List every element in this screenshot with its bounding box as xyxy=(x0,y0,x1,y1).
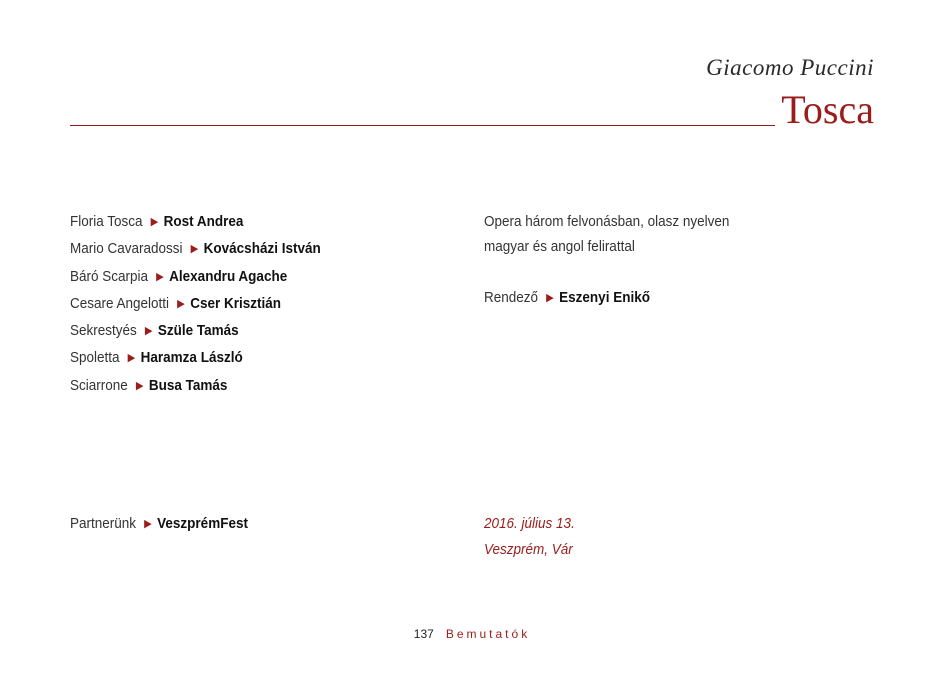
cast-item xyxy=(70,236,321,263)
actor-name: Kovácsházi István xyxy=(203,240,321,258)
info-line: magyar és angol felirattal xyxy=(484,238,635,256)
triangle-right-icon: ▶ xyxy=(144,325,153,338)
event-details xyxy=(484,511,575,563)
role-name: Báró Scarpia xyxy=(70,267,149,285)
actor-name: Cser Krisztián xyxy=(190,294,281,312)
director-name: Eszenyi Enikő xyxy=(559,289,650,306)
section-name: Bemutatók xyxy=(445,627,531,641)
role-name: Floria Tosca xyxy=(70,213,143,230)
role-name: Mario Cavaradossi xyxy=(70,240,183,258)
triangle-right-icon: ▶ xyxy=(150,216,159,228)
page-title: Tosca xyxy=(781,87,874,132)
page-footer xyxy=(0,627,944,641)
director-credit xyxy=(484,285,650,312)
opera-info xyxy=(484,209,729,260)
page-number: 137 xyxy=(413,627,434,641)
actor-name: Szüle Tamás xyxy=(157,322,239,340)
info-line: Opera három felvonásban, olasz nyelven xyxy=(484,213,730,230)
role-name: Cesare Angelotti xyxy=(70,294,170,312)
cast-item xyxy=(70,291,321,318)
actor-name: Alexandru Agache xyxy=(169,267,288,285)
cast-list xyxy=(70,209,321,400)
composer-name: Giacomo Puccini xyxy=(706,55,874,80)
partner-label: Partnerünk xyxy=(70,515,137,532)
cast-item xyxy=(70,209,321,236)
triangle-right-icon: ▶ xyxy=(190,243,199,256)
partner-credit xyxy=(70,511,248,538)
actor-name: Busa Tamás xyxy=(148,376,228,394)
triangle-right-icon: ▶ xyxy=(144,518,152,530)
cast-item xyxy=(70,264,321,291)
partner-name: VeszprémFest xyxy=(157,515,248,532)
triangle-right-icon: ▶ xyxy=(156,270,164,283)
triangle-right-icon: ▶ xyxy=(546,292,554,304)
role-name: Sekrestyés xyxy=(70,322,137,340)
title-rule xyxy=(70,125,775,126)
triangle-right-icon: ▶ xyxy=(135,379,144,392)
cast-item xyxy=(70,373,321,400)
role-name: Sciarrone xyxy=(70,376,128,394)
actor-name: Rost Andrea xyxy=(163,213,244,230)
cast-item xyxy=(70,345,321,372)
director-label: Rendező xyxy=(484,289,539,306)
triangle-right-icon: ▶ xyxy=(177,297,185,310)
cast-item xyxy=(70,318,321,345)
event-place: Veszprém, Vár xyxy=(484,541,573,558)
triangle-right-icon: ▶ xyxy=(127,352,136,365)
role-name: Spoletta xyxy=(70,349,120,367)
event-date: 2016. július 13. xyxy=(484,515,575,532)
actor-name: Haramza László xyxy=(140,349,243,367)
